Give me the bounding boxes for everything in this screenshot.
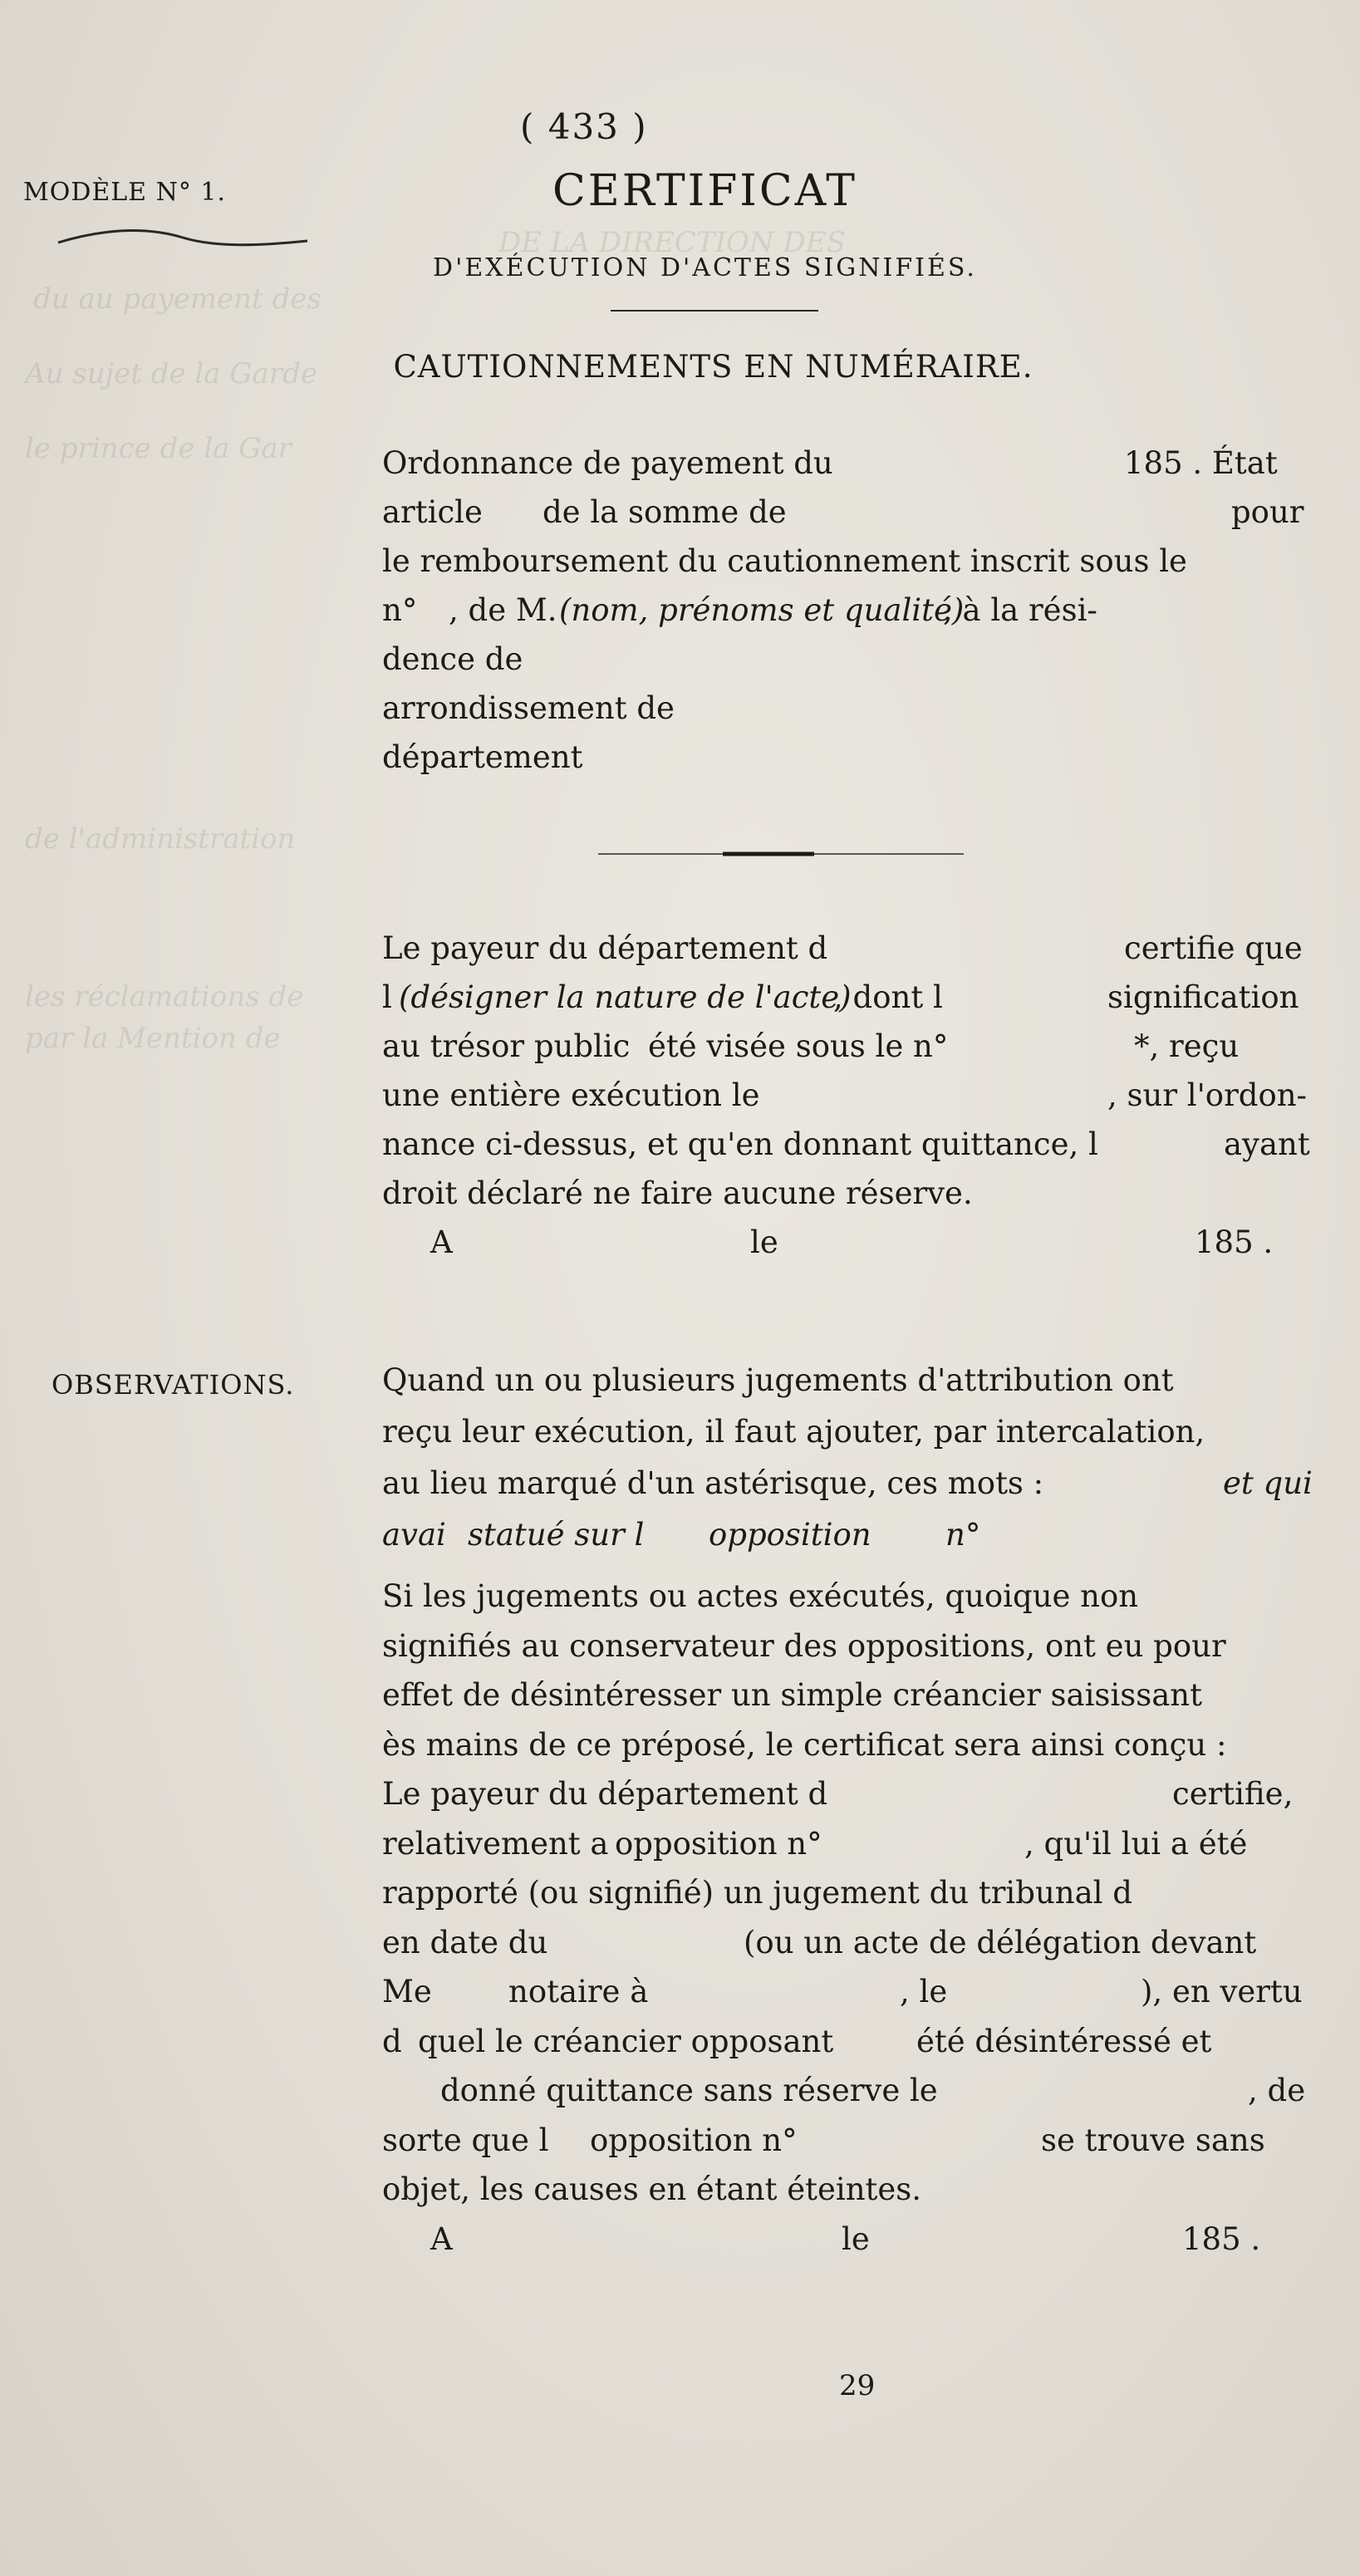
bleed-through-text: DE LA DIRECTION DES bbox=[498, 226, 846, 259]
text-segment: au lieu marqué d'un astérisque, ces mots : bbox=[382, 1465, 1044, 1501]
text-segment: objet, les causes en étant éteintes. bbox=[382, 2171, 922, 2207]
text-line bbox=[382, 2122, 1308, 2164]
text-segment: le remboursement du cautionnement inscrit sous le bbox=[382, 543, 1187, 579]
text-segment: se trouve sans bbox=[1041, 2122, 1265, 2158]
text-segment: 185 . bbox=[1182, 2220, 1261, 2257]
text-line bbox=[382, 1077, 1308, 1119]
text-segment: de la somme de bbox=[543, 494, 787, 530]
text-line bbox=[382, 2221, 1308, 2263]
text-segment: été désintéressé et bbox=[916, 2023, 1212, 2059]
text-segment: article bbox=[382, 494, 483, 530]
text-segment: le bbox=[842, 2220, 870, 2257]
text-segment: certifie, bbox=[1172, 1776, 1294, 1812]
bleed-through-text: le prince de la Gar bbox=[25, 432, 292, 465]
text-segment: ès mains de ce préposé, le certificat sera ainsi conçu : bbox=[382, 1726, 1227, 1763]
text-segment: sorte que l bbox=[382, 2122, 549, 2158]
text-segment: Le payeur du département d bbox=[382, 930, 828, 966]
text-segment: une entière exécution le bbox=[382, 1077, 760, 1113]
text-segment: droit déclaré ne faire aucune réserve. bbox=[382, 1175, 973, 1211]
text-segment: dence de bbox=[382, 641, 523, 677]
text-line bbox=[382, 445, 1308, 487]
text-segment: , à la rési- bbox=[943, 592, 1097, 628]
signature-mark: 29 bbox=[839, 2369, 876, 2402]
text-segment: ), en vertu bbox=[1141, 1974, 1303, 2009]
text-segment: opposition n° bbox=[590, 2122, 798, 2158]
text-segment: relativement a bbox=[382, 1825, 609, 1862]
text-segment: n° bbox=[382, 592, 418, 628]
text-segment: arrondissement de bbox=[382, 690, 675, 726]
text-segment: 185 . bbox=[1195, 1224, 1274, 1260]
text-segment: effet de désintéresser un simple créancier saisissant bbox=[382, 1677, 1202, 1713]
document-subtitle: D'EXÉCUTION D'ACTES SIGNIFIÉS. bbox=[433, 253, 977, 282]
text-segment: été visée sous le n° bbox=[648, 1028, 949, 1064]
text-segment: A bbox=[430, 2220, 453, 2257]
text-segment: et qui bbox=[1223, 1465, 1313, 1501]
bleed-through-text: les réclamations de bbox=[25, 980, 304, 1013]
text-segment: avai bbox=[382, 1517, 446, 1553]
text-line bbox=[382, 1028, 1308, 1070]
bleed-through-text: du au payement des bbox=[33, 282, 322, 316]
text-segment: , de bbox=[1248, 2073, 1306, 2108]
text-line bbox=[382, 1677, 1308, 1719]
text-segment: quel le créancier opposant bbox=[418, 2023, 834, 2059]
text-segment: opposition bbox=[709, 1517, 871, 1553]
text-segment: , de M. bbox=[449, 592, 557, 628]
text-segment: opposition n° bbox=[615, 1825, 822, 1862]
text-segment: (ou un acte de délégation devant bbox=[744, 1924, 1257, 1960]
text-line bbox=[382, 1578, 1308, 1620]
text-line bbox=[382, 494, 1308, 536]
text-segment: Quand un ou plusieurs jugements d'attribution ont bbox=[382, 1362, 1174, 1398]
text-line bbox=[382, 930, 1308, 972]
text-segment: , le bbox=[900, 1974, 948, 2009]
text-segment: Si les jugements ou actes exécutés, quoique non bbox=[382, 1578, 1139, 1614]
text-segment: département bbox=[382, 739, 583, 775]
bleed-through-text: par la Mention de bbox=[25, 1022, 281, 1055]
text-segment: pour bbox=[1231, 494, 1304, 530]
text-line bbox=[382, 2024, 1308, 2065]
text-segment: Ordonnance de payement du bbox=[382, 445, 833, 481]
text-line bbox=[382, 1126, 1308, 1168]
text-segment: signification bbox=[1107, 979, 1299, 1015]
text-segment: rapporté (ou signifié) un jugement du tribunal d bbox=[382, 1875, 1132, 1911]
bleed-through-text: de l'administration bbox=[25, 822, 296, 856]
text-line bbox=[382, 1362, 1308, 1404]
text-line bbox=[382, 1175, 1308, 1217]
bleed-through-text: Au sujet de la Garde bbox=[25, 357, 317, 390]
text-segment: au trésor public bbox=[382, 1028, 631, 1064]
text-line bbox=[382, 1875, 1308, 1916]
text-line bbox=[382, 543, 1308, 585]
text-line bbox=[382, 641, 1308, 683]
text-segment: A bbox=[430, 1224, 453, 1260]
text-segment: , dont l bbox=[833, 979, 943, 1015]
text-line bbox=[382, 1414, 1308, 1455]
text-segment: , sur l'ordon- bbox=[1107, 1077, 1308, 1113]
section-title: CAUTIONNEMENTS EN NUMÉRAIRE. bbox=[393, 349, 1034, 385]
text-line bbox=[382, 592, 1308, 634]
text-segment: notaire à bbox=[508, 1974, 649, 2009]
text-line bbox=[382, 1628, 1308, 1670]
text-line bbox=[382, 1465, 1313, 1507]
text-segment: en date du bbox=[382, 1924, 548, 1960]
observations-label: OBSERVATIONS. bbox=[52, 1369, 295, 1401]
text-line bbox=[382, 1974, 1308, 2015]
text-line bbox=[382, 1925, 1308, 1966]
text-segment: nance ci-dessus, et qu'en donnant quittance, l bbox=[382, 1126, 1098, 1162]
text-segment: statué sur l bbox=[468, 1517, 645, 1553]
divider-rule bbox=[598, 846, 964, 862]
text-segment: 185 . État bbox=[1124, 445, 1278, 481]
text-line bbox=[382, 1517, 1308, 1558]
text-segment: n° bbox=[945, 1517, 981, 1553]
text-segment: ayant bbox=[1224, 1126, 1310, 1162]
text-line bbox=[382, 979, 1308, 1021]
decorative-flourish bbox=[50, 224, 316, 251]
text-segment: donné quittance sans réserve le bbox=[440, 2073, 938, 2108]
text-line bbox=[382, 1776, 1308, 1818]
text-segment: (désigner la nature de l'acte) bbox=[399, 979, 852, 1015]
text-line bbox=[382, 1224, 1308, 1266]
text-segment: (nom, prénoms et qualité) bbox=[559, 592, 965, 628]
text-line bbox=[382, 690, 1308, 732]
page-number: ( 433 ) bbox=[520, 106, 648, 147]
text-segment: l bbox=[382, 979, 392, 1015]
text-line bbox=[382, 739, 1308, 781]
text-segment: , qu'il lui a été bbox=[1024, 1825, 1248, 1862]
text-segment: reçu leur exécution, il faut ajouter, par intercalation, bbox=[382, 1414, 1205, 1450]
text-line bbox=[382, 1727, 1308, 1769]
divider-rule bbox=[611, 310, 818, 312]
text-line bbox=[382, 1826, 1308, 1867]
text-segment: signifiés au conservateur des oppositions, ont eu pour bbox=[382, 1627, 1226, 1664]
text-segment: certifie que bbox=[1124, 930, 1303, 966]
text-segment: le bbox=[750, 1224, 778, 1260]
text-segment: Le payeur du département d bbox=[382, 1776, 828, 1812]
text-segment: Me bbox=[382, 1974, 432, 2009]
document-title: CERTIFICAT bbox=[552, 166, 857, 216]
model-label: MODÈLE N° 1. bbox=[23, 178, 227, 207]
text-line bbox=[382, 2171, 1308, 2213]
text-segment: *, reçu bbox=[1134, 1028, 1240, 1064]
text-segment: d bbox=[382, 2023, 402, 2059]
text-line bbox=[382, 2073, 1308, 2114]
